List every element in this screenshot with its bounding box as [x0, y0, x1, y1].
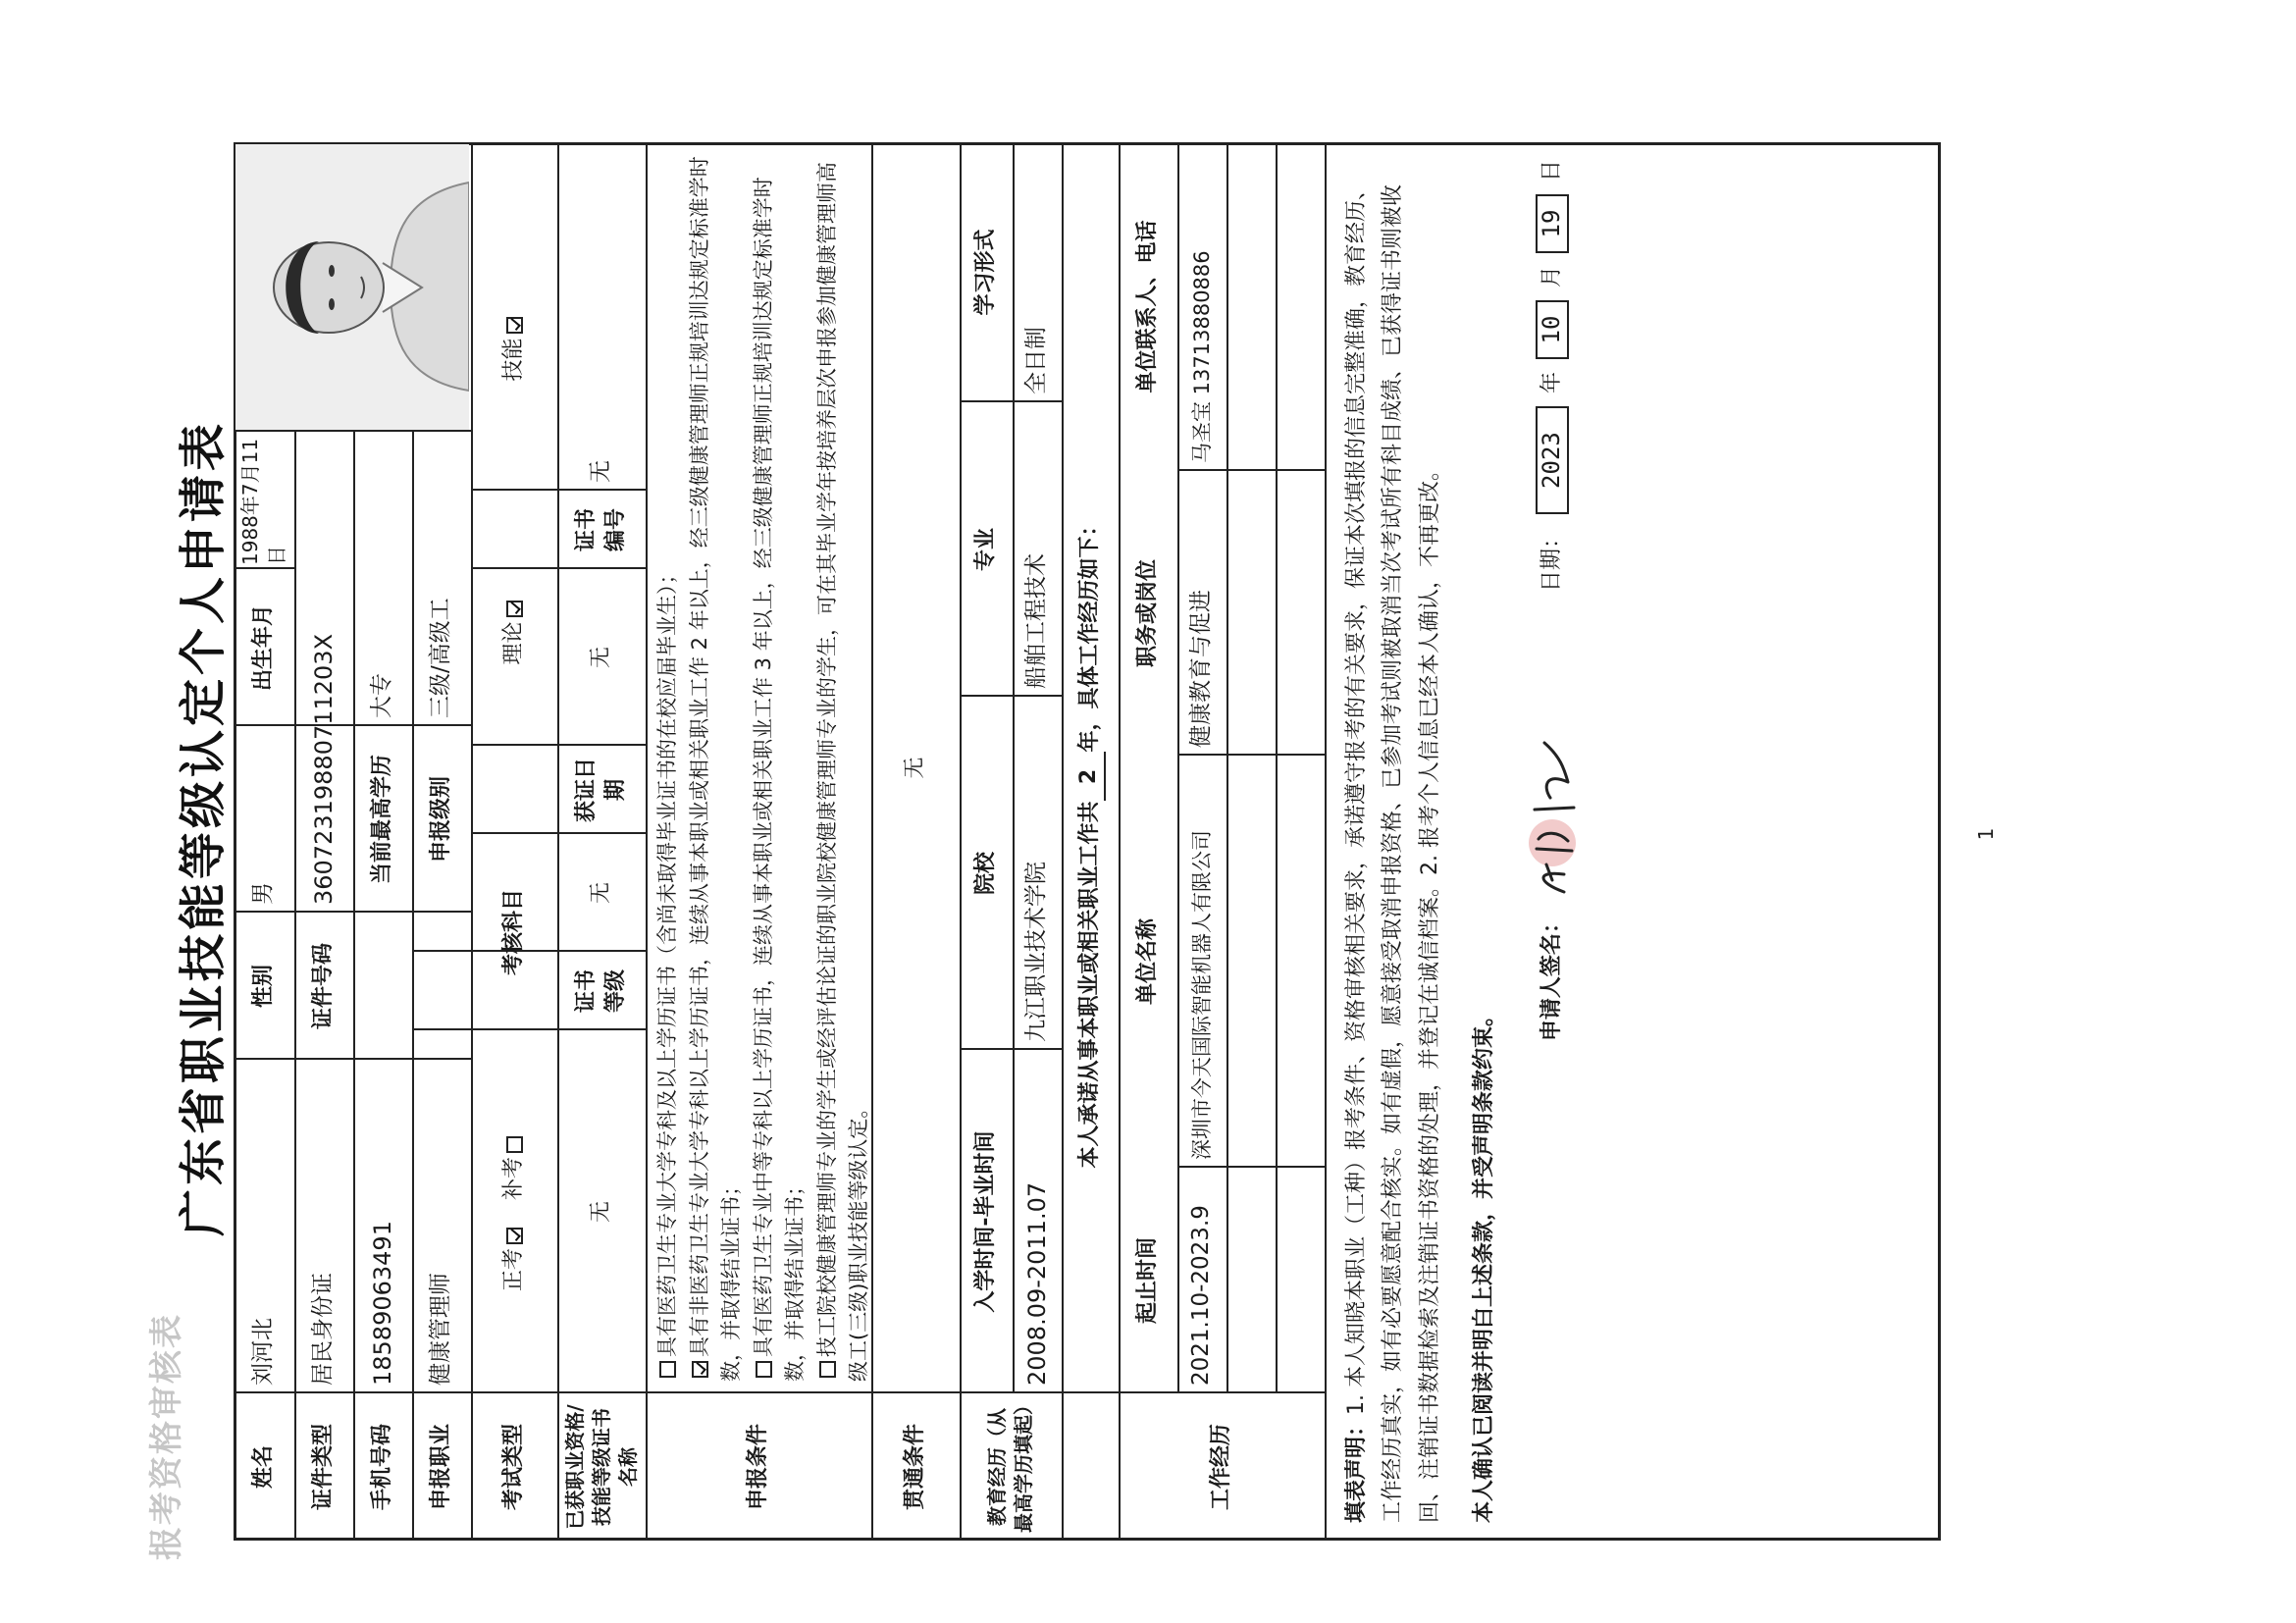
vocational-cert-no-label: 证书编号	[574, 508, 628, 552]
phone-value: 18589063491	[368, 1221, 396, 1386]
form-title: 广东省职业技能等级认定个人申请表	[176, 419, 231, 1236]
date-day-unit: 日	[1539, 160, 1564, 183]
exam-option-formal-label: 正考	[501, 1248, 527, 1292]
birth-label: 出生年月	[251, 604, 277, 692]
education-label: 教育经历（从最高学历填起）	[985, 1395, 1035, 1533]
subject-options	[471, 144, 557, 834]
id-no-value: 36072319880711203X	[309, 633, 338, 905]
declaration	[1325, 142, 1941, 1541]
id-type-value: 居民身份证	[310, 1273, 337, 1386]
declaration-text: 1. 本人知晓本职业（工种）报考条件、资格审核相关要求，承诺遵守报考的有关要求，保证本次填报的信息完整准确，教育经历、工作经历真实，如有必要愿意配合核实。如有虚假，愿意接受取消申报资格、已参加考试则被取消当次考试所有科目成绩、已获得证书则被收回、注销证书数据检索及注销证书资格的处理，并登记在诚信档案。2. 报考个人信息已经本人确认，不再更改。	[1344, 178, 1442, 1523]
signature-label: 申请人签名：	[1539, 912, 1564, 1042]
through-value: 无	[903, 757, 928, 779]
work-row-position: 健康教育与促进	[1188, 590, 1215, 748]
subject-theory-label: 理论	[501, 621, 527, 665]
subject-label: 考核科目	[501, 889, 527, 976]
date-month-unit: 月	[1539, 266, 1564, 288]
condition-item: 具有医药卫生专业中等专科以上学历证书，连续从事本职业或相关职业工作 3 年以上，经三级健康管理师正规培训达规定标准学时数，并取得结业证书；	[751, 177, 808, 1382]
applicant-photo	[235, 144, 469, 430]
id-no-label: 证件号码	[311, 943, 337, 1030]
highest-edu-label: 当前最高学历	[370, 755, 395, 885]
gender-label: 性别	[251, 965, 277, 1009]
phone-label: 手机号码	[370, 1424, 395, 1511]
name-value: 刘河北	[250, 1318, 277, 1386]
date-month: 10	[1536, 300, 1569, 359]
date-day: 19	[1536, 194, 1569, 253]
work-commitment: 本人承诺从事本职业或相关职业工作共 2 年，具体工作经历如下：	[1062, 142, 1119, 1541]
name-label: 姓名	[251, 1445, 277, 1490]
edu-header-major: 专业	[973, 528, 999, 572]
work-row-period: 2021.10-2023.9	[1188, 1205, 1215, 1386]
sign-row	[1525, 160, 1580, 1523]
condition-item: 具有医药卫生专业大学专科及以上学历证书（含尚未取得毕业证书的在校应届毕业生）；	[652, 154, 684, 1382]
edu-row-mode: 全日制	[1023, 327, 1050, 394]
date-year: 2023	[1536, 406, 1569, 514]
through-label: 贯通条件	[903, 1424, 928, 1511]
condition-item: 具有非医药卫生专业大学专科以上学历证书，连续从事本职业或相关职业工作 2 年以上，经三级健康管理师正规培训达规定标准学时数，并取得结业证书；	[687, 156, 744, 1382]
vocational-cert-level-value: 无	[589, 882, 614, 905]
id-type-label: 证件类型	[311, 1424, 337, 1511]
applicant-signature	[1525, 733, 1580, 900]
condition-item: 技工院校健康管理师专业的学生或经评估论证的职业院校健康管理师专业的学生，可在其毕业学年按培养层次申报参加健康管理师高级工(三级)职业技能等级认定。	[814, 162, 871, 1382]
page-number: 1	[1974, 827, 1998, 841]
edu-row-major: 船舶工程技术	[1023, 553, 1050, 689]
edu-header-school: 院校	[973, 852, 999, 896]
condition-checkbox[interactable]	[692, 1361, 708, 1378]
declaration-title: 填表声明：	[1344, 1414, 1369, 1523]
vocational-cert-date-value: 无	[589, 647, 614, 669]
application-form	[147, 88, 2031, 1580]
exam-type-label: 考试类型	[501, 1424, 527, 1511]
condition-checkbox[interactable]	[819, 1361, 836, 1378]
level-value: 三级/高级工	[428, 598, 454, 718]
gender-value: 男	[250, 882, 277, 905]
occupation-value: 健康管理师	[428, 1273, 454, 1386]
subject-skill-label: 技能	[501, 338, 527, 382]
declaration-confirm: 本人确认已阅读并明白上述条款，并受声明条款约束。	[1472, 1004, 1497, 1523]
vocational-cert-no-value: 无	[588, 460, 614, 483]
exam-option-retake-checkbox[interactable]	[506, 1136, 523, 1153]
work-row-contact: 马圣宝 13713880886	[1189, 250, 1214, 463]
exam-option-retake-label: 补考	[501, 1156, 527, 1200]
edu-row-school: 九江职业技术学院	[1023, 862, 1050, 1042]
vocational-cert-level-label: 证书等级	[574, 969, 628, 1014]
vocational-cert-label: 已获职业资格/技能等级证书名称	[562, 1404, 640, 1530]
edu-header-period: 入学时间-毕业时间	[973, 1130, 999, 1313]
level-label: 申报级别	[429, 776, 454, 864]
condition-checkbox[interactable]	[756, 1361, 772, 1378]
highest-edu-value: 大专	[369, 673, 395, 718]
work-row-company: 深圳市今天国际智能机器人有限公司	[1189, 830, 1214, 1160]
title-bleed-through: 报考资格审核表	[147, 1313, 186, 1560]
conditions-list	[646, 142, 871, 1393]
occupation-label: 申报职业	[429, 1424, 454, 1511]
exam-option-formal-checkbox[interactable]	[506, 1228, 523, 1244]
work-header-position: 职务或岗位	[1135, 559, 1161, 668]
vocational-cert-date-label: 获证日期	[574, 758, 628, 823]
vocational-cert-value: 无	[589, 1201, 614, 1224]
work-header-period: 起止时间	[1135, 1237, 1161, 1325]
subject-theory-checkbox[interactable]	[506, 602, 523, 618]
handwritten-signature-icon	[1525, 733, 1580, 900]
edu-header-mode: 学习形式	[973, 229, 999, 316]
work-years: 2	[1074, 753, 1106, 802]
edu-row-period: 2008.09-2011.07	[1022, 1181, 1051, 1386]
exam-type-options	[471, 1030, 557, 1393]
date-label: 日期：	[1539, 527, 1564, 593]
birth-value: 1988年7月11日	[238, 438, 288, 565]
work-header-company: 单位名称	[1135, 918, 1161, 1006]
date-year-unit: 年	[1539, 372, 1564, 394]
person-portrait-icon	[235, 144, 469, 430]
condition-checkbox[interactable]	[659, 1361, 676, 1378]
conditions-label: 申报条件	[746, 1424, 771, 1511]
work-header-contact: 单位联系人、电话	[1135, 220, 1161, 393]
work-label: 工作经历	[1209, 1424, 1234, 1511]
subject-skill-checkbox[interactable]	[506, 317, 523, 334]
